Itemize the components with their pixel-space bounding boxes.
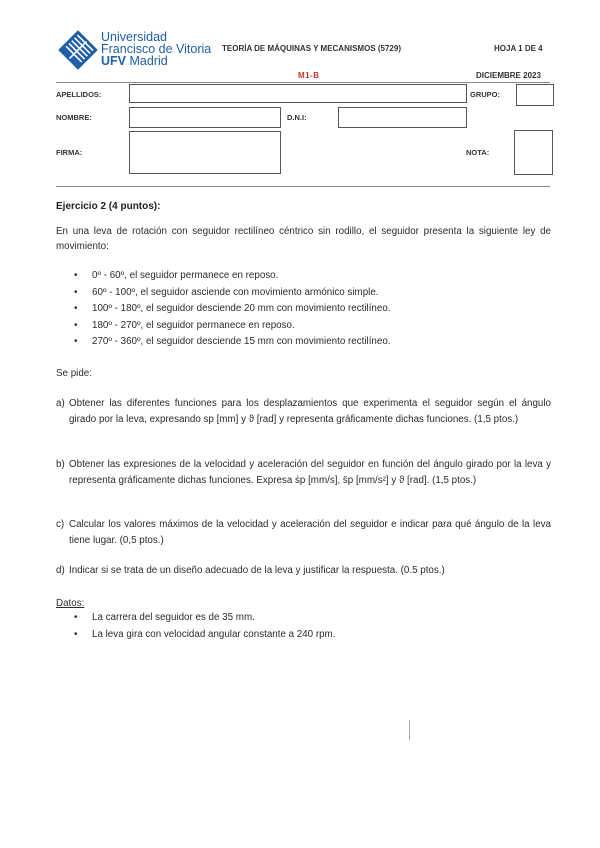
course-title: TEORÍA DE MÁQUINAS Y MECANISMOS (5729)	[222, 44, 401, 53]
university-name-line1: Universidad	[101, 30, 168, 44]
nombre-field[interactable]	[129, 107, 281, 128]
question-d	[56, 563, 551, 579]
motion-law-text: 0º - 60º, el seguidor permanece en reposo.	[92, 270, 279, 281]
bullet-icon: •	[74, 286, 78, 298]
list-item	[56, 301, 391, 318]
apellidos-label: APELLIDOS:	[56, 90, 102, 99]
dni-field[interactable]	[338, 107, 467, 128]
se-pide-label: Se pide:	[56, 368, 92, 379]
nombre-label: NOMBRE:	[56, 113, 92, 122]
apellidos-field[interactable]	[129, 84, 467, 103]
question-letter: c)	[56, 519, 65, 530]
datos-title: Datos:	[56, 598, 85, 609]
motion-law-text: 100º - 180º, el seguidor desciende 20 mm con movimiento rectilíneo.	[92, 303, 391, 314]
bullet-icon: •	[74, 628, 78, 640]
firma-label: FIRMA:	[56, 148, 83, 157]
list-item	[56, 334, 391, 351]
question-text: Obtener las diferentes funciones para los desplazamientos que experimenta el seguidor según el ángulo girado por la leva, expresando sp [mm] y ϑ [rad] y representa gráficamente dichas funciones. (1,5 ptos.)	[69, 398, 551, 425]
question-a	[56, 396, 551, 427]
sheet-number: HOJA 1 DE 4	[494, 44, 543, 53]
list-item	[56, 285, 391, 302]
firma-field[interactable]	[129, 131, 281, 174]
exercise-title: Ejercicio 2 (4 puntos):	[56, 201, 161, 212]
scan-mark	[409, 720, 410, 740]
bullet-icon: •	[74, 303, 78, 314]
university-city: Madrid	[126, 54, 168, 68]
datos-list	[56, 610, 335, 643]
nota-field[interactable]	[514, 130, 553, 175]
list-item	[56, 627, 335, 644]
question-letter: d)	[56, 565, 65, 576]
question-c	[56, 517, 551, 548]
nota-label: NOTA:	[466, 148, 490, 157]
datos-text: La leva gira con velocidad angular constante a 240 rpm.	[92, 628, 336, 640]
bullet-icon: •	[74, 270, 78, 281]
question-letter: a)	[56, 398, 65, 409]
group-code: M1-B	[298, 71, 320, 80]
motion-law-list	[56, 268, 391, 351]
form-divider	[56, 186, 550, 187]
header-divider	[56, 82, 550, 83]
question-text: Calcular los valores máximos de la velocidad y aceleración del seguidor e indicar para qué ángulo de la leva tiene lugar. (0,5 ptos.)	[69, 519, 551, 546]
bullet-icon: •	[74, 336, 78, 347]
grupo-field[interactable]	[516, 84, 554, 106]
university-abbrev: UFV	[101, 54, 126, 68]
motion-law-text: 180º - 270º, el seguidor permanece en reposo.	[92, 319, 295, 331]
bullet-icon: •	[74, 612, 78, 623]
exam-date: DICIEMBRE 2023	[476, 71, 541, 80]
university-name-line3	[101, 55, 168, 67]
ufv-logo-icon	[58, 30, 98, 70]
bullet-icon: •	[74, 319, 78, 331]
exercise-intro: En una leva de rotación con seguidor rectilíneo céntrico sin rodillo, el seguidor presenta la siguiente ley de movimiento:	[56, 226, 551, 252]
question-letter: b)	[56, 459, 65, 470]
motion-law-text: 60º - 100º, el seguidor asciende con movimiento armónico simple.	[92, 286, 379, 298]
question-b	[56, 457, 551, 488]
grupo-label: GRUPO:	[470, 90, 500, 99]
list-item	[56, 610, 335, 627]
list-item	[56, 318, 391, 335]
motion-law-text: 270º - 360º, el seguidor desciende 15 mm con movimiento rectilíneo.	[92, 336, 391, 347]
question-text: Indicar si se trata de un diseño adecuado de la leva y justificar la respuesta. (0.5 ptos.)	[69, 565, 445, 576]
datos-text: La carrera del seguidor es de 35 mm.	[92, 612, 255, 623]
question-text: Obtener las expresiones de la velocidad y aceleración del seguidor en función del ángulo girado por la leva y representa gráficamente dichas funciones. Expresa ṡp [mm/s], s̈p [mm/s²] y ϑ [rad]. (1,5 ptos.)	[69, 459, 551, 486]
list-item	[56, 268, 391, 285]
university-name-line2: Francisco de Vitoria	[101, 42, 212, 56]
dni-label: D.N.I:	[287, 113, 307, 122]
